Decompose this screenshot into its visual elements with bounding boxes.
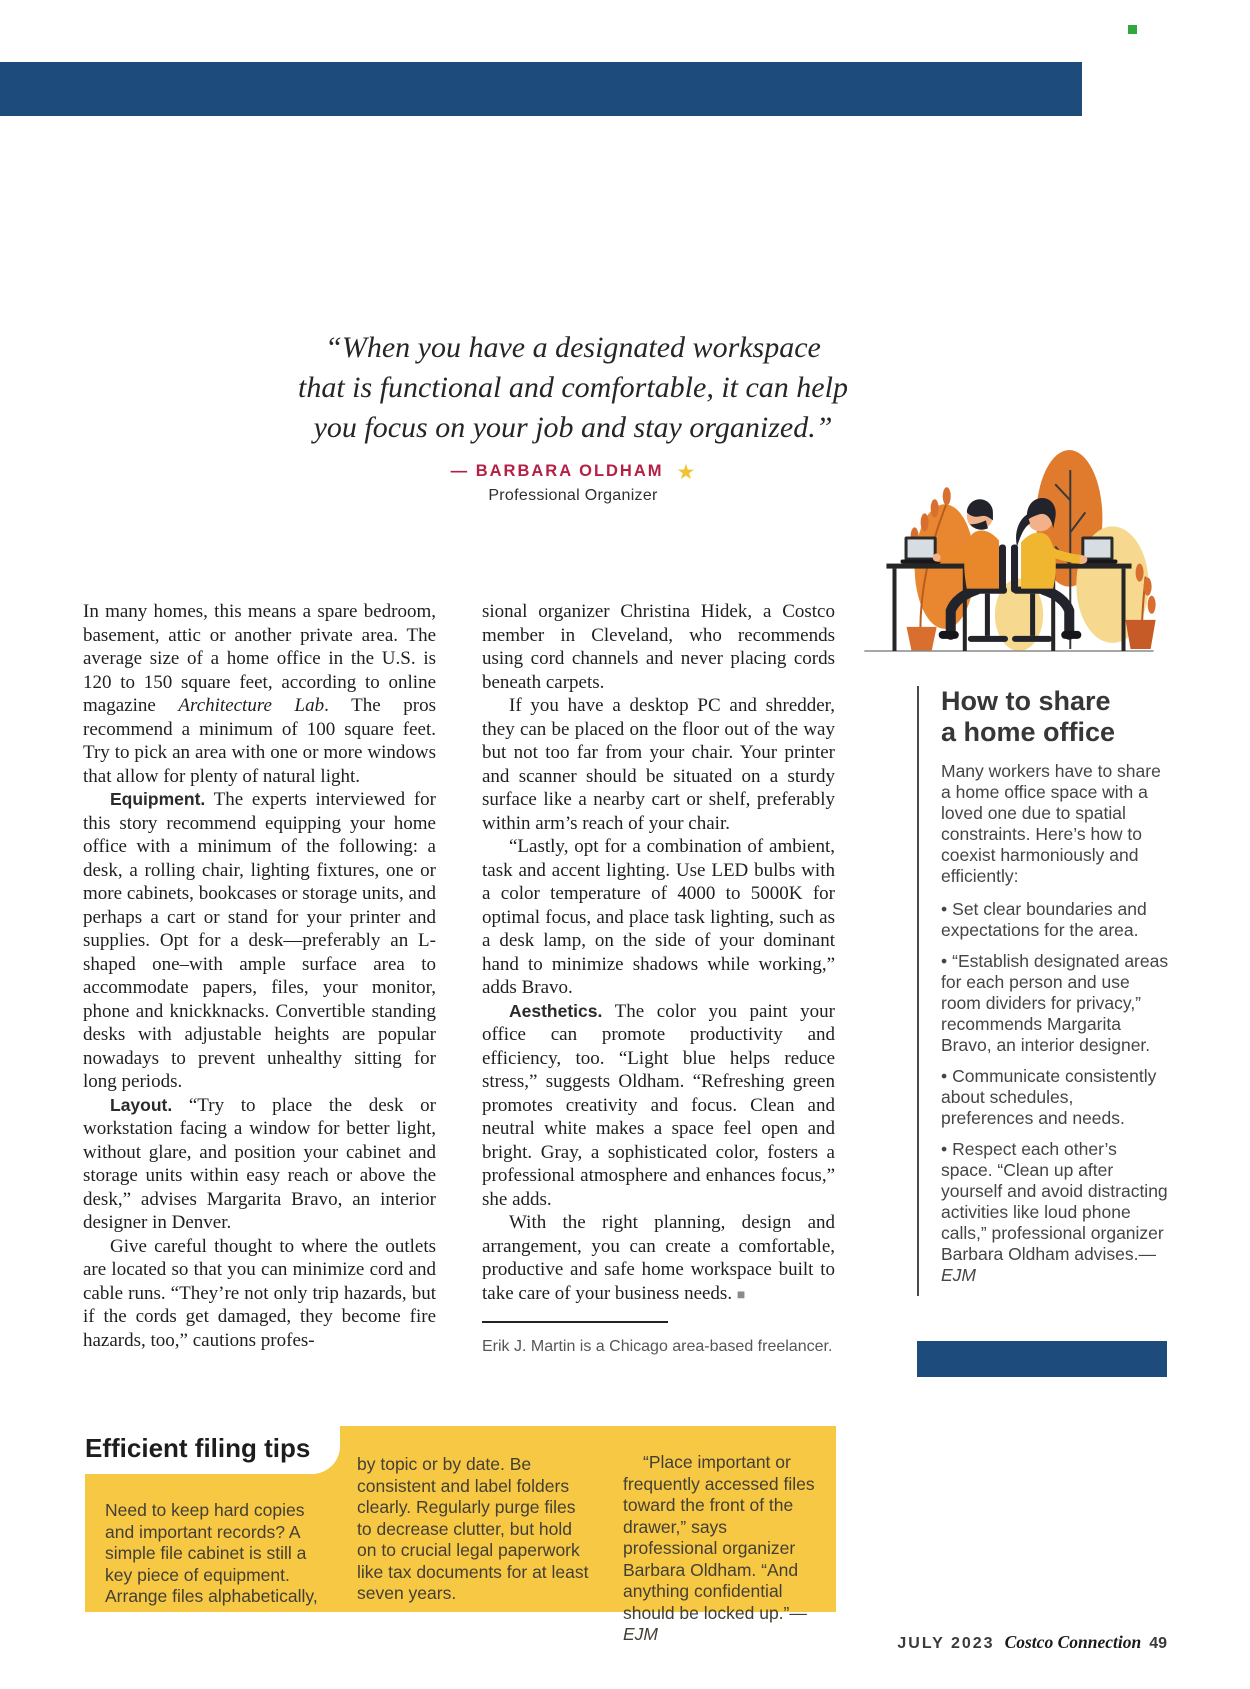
filing-tips-column-1: Need to keep hard copies and important records? A simple file cabinet is still a key piece of equipment. Arrange files alphabetically,	[105, 1500, 318, 1606]
filing-tips-byline: —EJM	[623, 1602, 807, 1644]
article-paragraph: “Lastly, opt for a combination of ambient, task and accent lighting. Use LED bulbs with a color temperature of 4000 to 5000K for optimal focus, and place task lighting, such as a desk lamp, on the side of your dominant hand to minimize shadows while working,” adds Bravo.	[482, 836, 835, 998]
shared-office-illustration	[858, 436, 1160, 662]
article-column-1	[83, 600, 436, 1352]
article-paragraph	[83, 788, 436, 1094]
bullet-text: “Establish designated areas for each person and use room dividers for privacy,” recommends Margarita Bravo, an interior designer.	[941, 951, 1169, 1055]
article-paragraph	[83, 1094, 436, 1235]
sidebar-bullet	[941, 951, 1169, 1056]
page-footer	[897, 1632, 1167, 1653]
bullet-text: Set clear boundaries and expectations for the area.	[941, 899, 1147, 940]
paragraph-lead: Layout.	[110, 1094, 173, 1115]
bullet-text: Respect each other’s space. “Clean up after yourself and avoid distracting activities like loud phone calls,” professional organizer Barbara Oldham advises.	[941, 1139, 1168, 1264]
sidebar-bullet	[941, 1139, 1169, 1286]
footer-magazine-name: Costco Connection	[1004, 1632, 1142, 1652]
paragraph-text: The color you paint your office can promote productivity and efficiency, too. “Light blue helps reduce stress,” suggests Oldham. “Refreshing green promotes creativity and focus. Clean and neutral white makes a space feel open and bright. Gray, a sophisticated color, fosters a professional atmosphere and enhances focus,” she adds.	[482, 1000, 835, 1210]
paragraph-text: . The pros recommend a minimum of 100 square feet. Try to pick an area with one or more windows that allow for plenty of natural light.	[83, 695, 437, 787]
paragraph-text: “Try to place the desk or workstation facing a window for better light, without glare, and position your cabinet and storage units within easy reach or above the desk,” advises Margarita Bravo, an interior designer in Denver.	[83, 1094, 436, 1233]
paragraph-lead: Equipment.	[110, 789, 206, 809]
sidebar-intro: Many workers have to share a home office space with a loved one due to spatial constraints. Here’s how to coexist harmoniously and efficiently:	[941, 761, 1161, 886]
author-credit: Erik J. Martin is a Chicago area-based freelancer.	[482, 1338, 833, 1355]
sidebar-bottom-navy-bar	[917, 1341, 1167, 1377]
footer-page-number: 49	[1149, 1635, 1167, 1652]
paragraph-lead: Aesthetics.	[509, 1000, 603, 1021]
paragraph-text: The experts interviewed for this story recommend equipping your home office with a minimum of the following: a desk, a rolling chair, lighting fixtures, one or more cabinets, bookcases or storage units, and perhaps a cart or stand for your printer and supplies. Opt for a desk—preferably an L-shaped one–with ample surface area to accommodate papers, files, your monitor, phone and knickknacks. Convertible standing desks with adjustable heights are popular nowadays to prevent unhealthy sitting for long periods.	[83, 789, 436, 1092]
footer-issue-date: JULY 2023	[897, 1635, 995, 1652]
filing-tips-column-2: by topic or by date. Be consistent and label folders clearly. Regularly purge files to decrease clutter, but hold on to crucial legal paperwork like tax documents for at least seven years.	[357, 1454, 589, 1603]
paragraph-text: In many homes, this means a spare bedroom, basement, attic or another private area. The average size of a home office in the U.S. is 120 to 150 square feet, according to online magazine	[83, 601, 436, 716]
sidebar-heading	[941, 686, 1169, 748]
sidebar-heading-line: How to share	[941, 686, 1111, 716]
bullet-icon: •	[941, 1066, 948, 1086]
credit-divider	[482, 1321, 668, 1323]
bullet-icon: •	[941, 899, 948, 919]
quote-attribution-title: Professional Organizer	[488, 487, 658, 504]
article-paragraph	[83, 600, 436, 788]
article-column-2	[482, 600, 835, 1359]
pull-quote-line: “When you have a designated workspace	[325, 331, 821, 364]
bullet-icon: •	[941, 951, 948, 971]
quote-attribution-name: — BARBARA OLDHAM	[450, 462, 664, 480]
filing-tips-text: “Place important or frequently accessed files toward the front of the drawer,” says professional organizer Barbara Oldham. “And anything confidential should be locked up.”	[623, 1452, 815, 1623]
paragraph-text: With the right planning, design and arrangement, you can create a comfortable, productive and safe home workspace built to take care of your business needs.	[482, 1212, 835, 1304]
article-paragraph	[482, 1211, 835, 1307]
sidebar-bullet	[941, 899, 1169, 941]
pull-quote-line: that is functional and comfortable, it can help	[298, 371, 848, 404]
sidebar-bullet	[941, 1066, 1169, 1129]
magazine-title-em: Architecture Lab	[178, 695, 325, 716]
star-icon: ★	[676, 461, 696, 484]
sidebar-how-to-share	[917, 686, 1169, 1296]
pull-quote-line: you focus on your job and stay organized.”	[313, 411, 833, 444]
end-of-article-mark: ■	[736, 1287, 746, 1303]
article-paragraph	[482, 1000, 835, 1212]
sidebar-heading-line: a home office	[941, 717, 1116, 747]
quote-attribution	[273, 460, 873, 485]
article-paragraph: sional organizer Christina Hidek, a Costco member in Cleveland, who recommends using cord channels and never placing cords beneath carpets.	[482, 601, 835, 693]
article-paragraph: If you have a desktop PC and shredder, they can be placed on the floor out of the way but not too far from your chair. Your printer and scanner should be situated on a sturdy surface like a nearby cart or shelf, preferably within arm’s reach of your chair.	[482, 695, 835, 834]
top-navy-bar	[0, 62, 1082, 116]
filing-tips-heading: Efficient filing tips	[85, 1433, 311, 1463]
bullet-text: Communicate consistently about schedules, preferences and needs.	[941, 1066, 1157, 1128]
filing-tips-box	[85, 1426, 836, 1644]
bullet-icon: •	[941, 1139, 948, 1159]
filing-tips-column-3	[623, 1452, 823, 1646]
bullet-byline: —EJM	[941, 1244, 1156, 1285]
article-paragraph: Give careful thought to where the outlets are located so that you can minimize cord and cable runs. “They’re not only trip hazards, but if the cords get damaged, they become fire hazards, too,” cautions profes-	[83, 1235, 436, 1351]
green-registration-mark	[1128, 25, 1137, 34]
pull-quote	[273, 328, 873, 448]
